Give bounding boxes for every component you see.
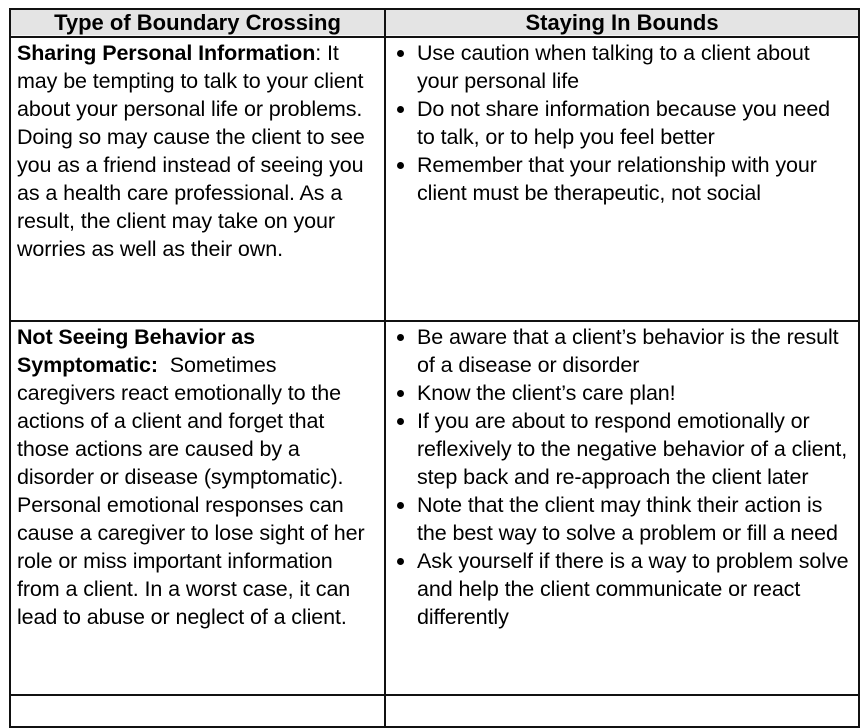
guideline-item xyxy=(393,323,850,379)
guideline-item xyxy=(393,151,850,207)
staying-in-bounds-cell xyxy=(386,38,858,320)
boundary-type-cell xyxy=(11,38,386,320)
guideline-item xyxy=(393,379,850,407)
boundary-crossing-table xyxy=(9,8,860,728)
boundary-type-title: Sharing Personal Information xyxy=(17,41,316,65)
bullet-icon xyxy=(397,162,404,169)
guideline-text: Do not share information because you need to talk, or to help you feel better xyxy=(417,97,831,149)
boundary-type-title: Not Seeing Behavior as Symptomatic: xyxy=(17,325,255,377)
guideline-text: Remember that your relationship with your client must be therapeutic, not social xyxy=(417,153,817,205)
guideline-text: Note that the client may think their action is the best way to solve a problem or fill a need xyxy=(417,493,838,545)
table-row xyxy=(11,322,858,696)
guideline-text: Know the client’s care plan! xyxy=(417,381,676,405)
guideline-text: Ask yourself if there is a way to problem solve and help the client communicate or react differently xyxy=(417,549,849,629)
guideline-item xyxy=(393,491,850,547)
staying-in-bounds-cell-empty xyxy=(386,696,858,726)
bullet-icon xyxy=(397,334,404,341)
guideline-item xyxy=(393,407,850,491)
guideline-item xyxy=(393,547,850,631)
guideline-list xyxy=(386,322,858,631)
bullet-icon xyxy=(397,418,404,425)
header-type-of-boundary-crossing: Type of Boundary Crossing xyxy=(11,10,386,36)
guideline-item xyxy=(393,39,850,95)
guideline-item xyxy=(393,95,850,151)
table-row-partial xyxy=(11,696,858,728)
guideline-text: Be aware that a client’s behavior is the result of a disease or disorder xyxy=(417,325,839,377)
guideline-text: If you are about to respond emotionally or reflexively to the negative behavior of a client, step back and re-approach the client later xyxy=(417,409,848,489)
guideline-list xyxy=(386,38,858,207)
table-row xyxy=(11,38,858,322)
table-header-row xyxy=(11,10,858,38)
bullet-icon xyxy=(397,502,404,509)
boundary-type-title-suffix: : xyxy=(315,41,322,65)
header-staying-in-bounds: Staying In Bounds xyxy=(386,10,858,36)
bullet-icon xyxy=(397,106,404,113)
boundary-type-cell-empty xyxy=(11,696,386,726)
bullet-icon xyxy=(397,390,404,397)
guideline-text: Use caution when talking to a client about your personal life xyxy=(417,41,810,93)
boundary-type-body: It may be tempting to talk to your client about your personal life or problems. Doing so may cause the client to see you as a friend instead of seeing you as a health care professional. As a result, the client may take on your worries as well as their own. xyxy=(17,41,365,261)
boundary-description xyxy=(11,38,384,263)
bullet-icon xyxy=(397,558,404,565)
boundary-description xyxy=(11,322,384,631)
boundary-type-cell xyxy=(11,322,386,694)
boundary-type-body: Sometimes caregivers react emotionally to the actions of a client and forget that those actions are caused by a disorder or disease (symptomatic). Personal emotional responses can cause a caregiver to lose sight of her role or miss important information from a client. In a worst case, it can lead to abuse or neglect of a client. xyxy=(17,353,371,629)
bullet-icon xyxy=(397,50,404,57)
staying-in-bounds-cell xyxy=(386,322,858,694)
